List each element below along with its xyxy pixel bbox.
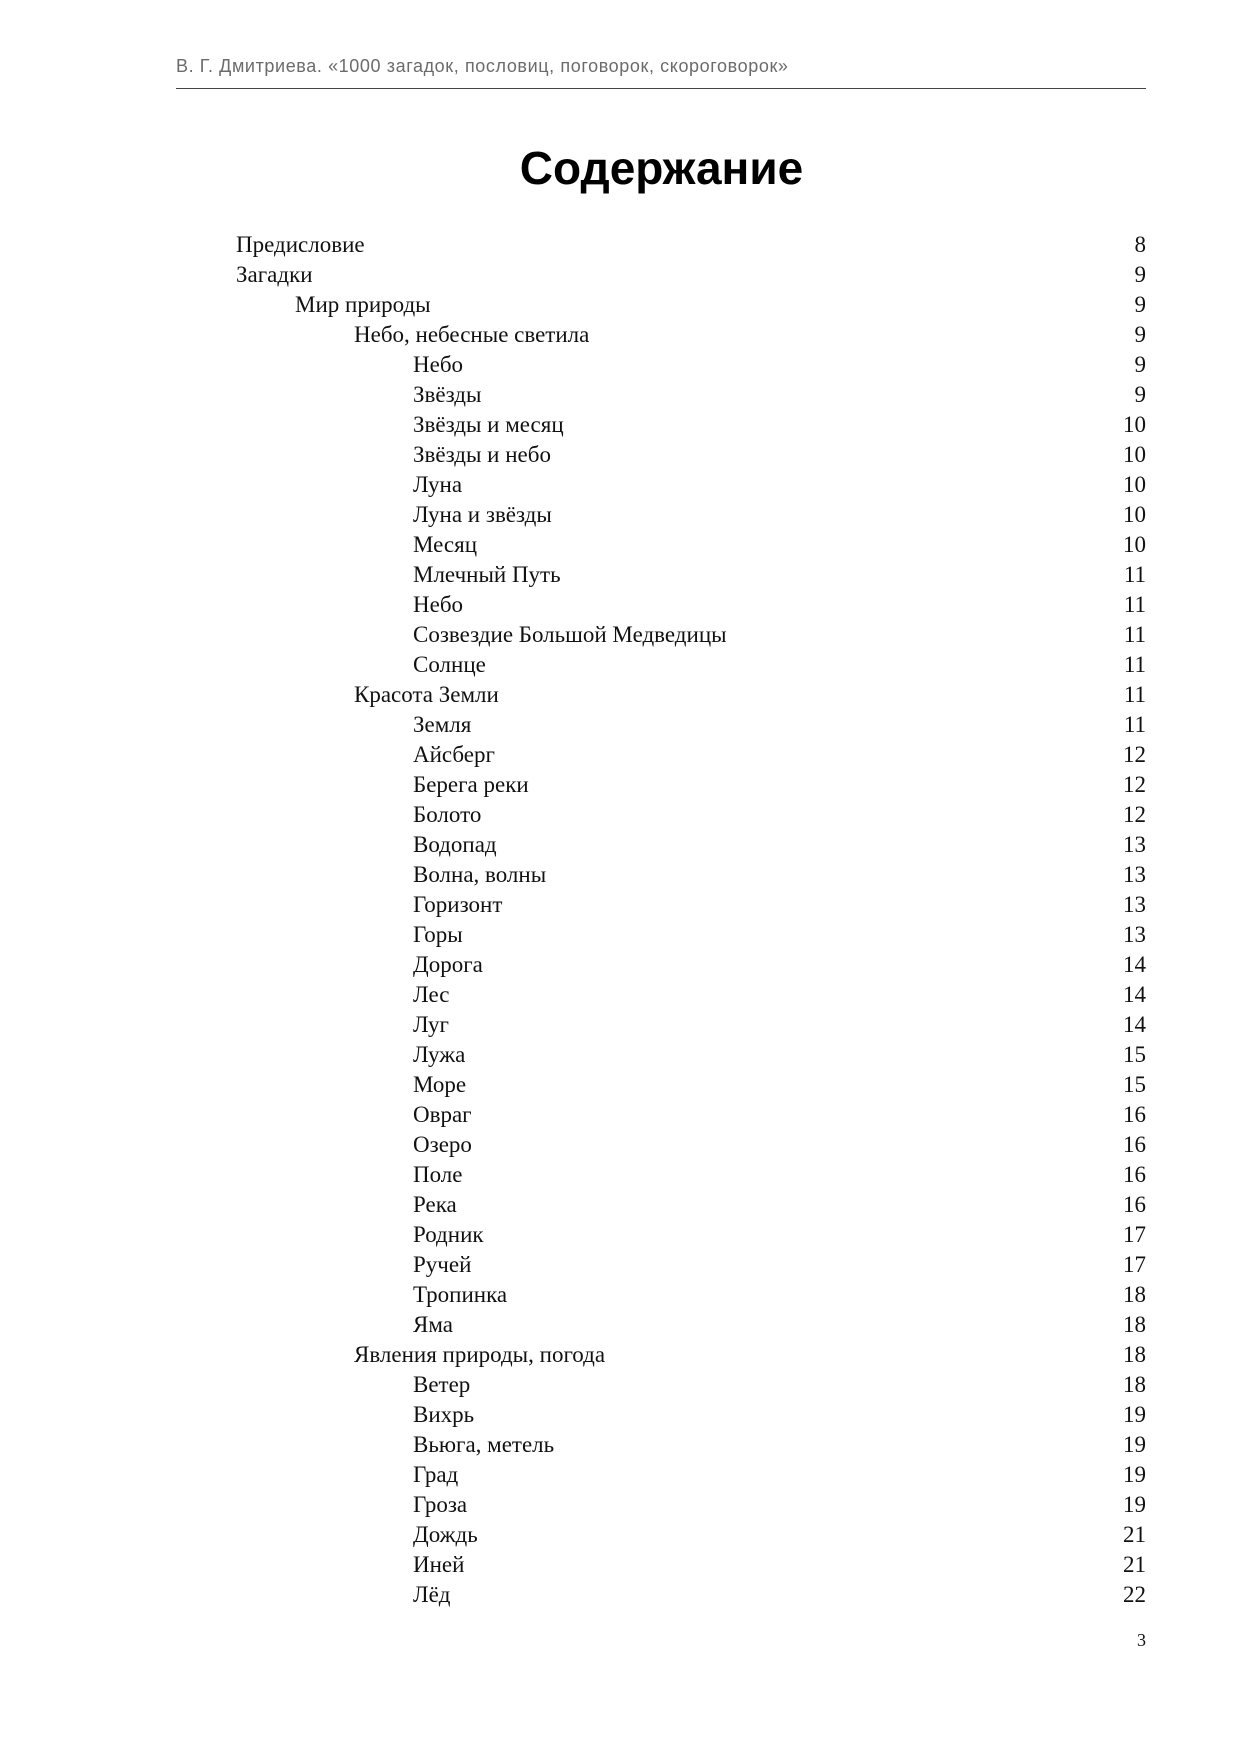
toc-entry[interactable] <box>236 1280 1146 1310</box>
toc-entry-page: 15 <box>1123 1042 1146 1067</box>
toc-entry[interactable] <box>236 230 1146 260</box>
toc-entry[interactable] <box>236 1550 1146 1580</box>
toc-entry-title: Луна и звёзды <box>413 502 552 527</box>
toc-entry-page: 13 <box>1123 892 1146 917</box>
toc-entry[interactable] <box>236 740 1146 770</box>
page-title: Содержание <box>519 142 804 194</box>
toc-entry[interactable] <box>236 980 1146 1010</box>
toc-entry-page: 9 <box>1134 292 1146 317</box>
toc-entry-page: 14 <box>1123 982 1146 1007</box>
toc-entry-title: Река <box>413 1192 457 1217</box>
toc-entry[interactable] <box>236 470 1146 500</box>
toc-entry-page: 21 <box>1123 1552 1146 1577</box>
toc-entry-title: Ветер <box>413 1372 471 1397</box>
toc-entry-title: Небо <box>413 592 464 617</box>
toc-entry[interactable] <box>236 800 1146 830</box>
toc-entry-title: Загадки <box>236 262 313 287</box>
toc-entry[interactable] <box>236 350 1146 380</box>
toc-entry-title: Волна, волны <box>413 862 547 887</box>
toc-entry[interactable] <box>236 680 1146 710</box>
toc-entry-page: 16 <box>1123 1132 1146 1157</box>
toc-entry-page: 18 <box>1123 1342 1146 1367</box>
toc-entry-page: 13 <box>1123 862 1146 887</box>
toc-entry[interactable] <box>236 260 1146 290</box>
toc-entry-title: Яма <box>413 1312 453 1337</box>
toc-entry-title: Вьюга, метель <box>413 1432 555 1457</box>
toc-entry-page: 10 <box>1123 502 1146 527</box>
toc-entry-title: Луна <box>413 472 463 497</box>
toc-entry-page: 16 <box>1123 1162 1146 1187</box>
toc-entry[interactable] <box>236 860 1146 890</box>
toc-entry[interactable] <box>236 1340 1146 1370</box>
toc-entry[interactable] <box>236 1070 1146 1100</box>
toc-entry[interactable] <box>236 590 1146 620</box>
toc-entry-page: 8 <box>1134 232 1146 257</box>
toc-entry-title: Звёзды и небо <box>413 442 551 467</box>
toc-entry-page: 10 <box>1123 532 1146 557</box>
toc-entry-page: 9 <box>1134 322 1146 347</box>
toc-entry-title: Небо, небесные светила <box>354 322 590 347</box>
toc-entry-title: Поле <box>413 1162 463 1187</box>
toc-entry-page: 9 <box>1134 352 1146 377</box>
toc-entry[interactable] <box>236 1190 1146 1220</box>
toc-entry-title: Лужа <box>413 1042 466 1067</box>
toc-entry-page: 10 <box>1123 442 1146 467</box>
toc-entry-page: 21 <box>1123 1522 1146 1547</box>
toc-entry-page: 13 <box>1123 922 1146 947</box>
toc-entry-page: 18 <box>1123 1372 1146 1397</box>
toc-entry-title: Озеро <box>413 1132 472 1157</box>
running-header: В. Г. Дмитриева. «1000 загадок, пословиц, поговорок, скороговорок» <box>176 56 789 76</box>
toc-entry[interactable] <box>236 1250 1146 1280</box>
toc-entry-page: 11 <box>1123 652 1146 677</box>
toc-entry-page: 16 <box>1123 1102 1146 1127</box>
toc-entry[interactable] <box>236 1100 1146 1130</box>
toc-entry[interactable] <box>236 1430 1146 1460</box>
toc-entry-page: 12 <box>1123 742 1146 767</box>
toc-entry-title: Мир природы <box>295 292 431 317</box>
toc-entry[interactable] <box>236 950 1146 980</box>
toc-entry[interactable] <box>236 1310 1146 1340</box>
toc-entry-title: Горизонт <box>413 892 503 917</box>
toc-entry-page: 14 <box>1123 1012 1146 1037</box>
toc-entry[interactable] <box>236 620 1146 650</box>
toc-entry[interactable] <box>236 1460 1146 1490</box>
toc-entry-title: Ручей <box>413 1252 472 1277</box>
toc-entry[interactable] <box>236 710 1146 740</box>
toc-entry-title: Град <box>413 1462 459 1487</box>
toc-entry-title: Иней <box>413 1552 465 1577</box>
toc-entry-title: Водопад <box>413 832 497 857</box>
page-number: 3 <box>1137 1630 1146 1650</box>
toc-entry[interactable] <box>236 290 1146 320</box>
toc-entry-title: Земля <box>413 712 472 737</box>
toc-entry-title: Луг <box>413 1012 449 1037</box>
toc-entry-page: 11 <box>1123 622 1146 647</box>
toc-entry-page: 11 <box>1123 592 1146 617</box>
toc-entry[interactable] <box>236 1160 1146 1190</box>
toc-entry-page: 11 <box>1123 562 1146 587</box>
toc-entry-title: Вихрь <box>413 1402 475 1427</box>
toc-entry-title: Горы <box>413 922 463 947</box>
toc-entry-title: Лес <box>413 982 450 1007</box>
toc-entry[interactable] <box>236 1010 1146 1040</box>
toc-entry-title: Предисловие <box>236 232 365 257</box>
toc-entry-page: 18 <box>1123 1282 1146 1307</box>
toc-entry[interactable] <box>236 1580 1146 1610</box>
toc-entry[interactable] <box>236 320 1146 350</box>
toc-entry-title: Звёзды и месяц <box>413 412 564 437</box>
toc-entry-title: Овраг <box>413 1102 472 1127</box>
toc-entry-page: 19 <box>1123 1462 1146 1487</box>
toc-entry-page: 19 <box>1123 1402 1146 1427</box>
toc-entry-title: Красота Земли <box>354 682 499 707</box>
toc-entry-title: Родник <box>413 1222 484 1247</box>
toc-entry[interactable] <box>236 1220 1146 1250</box>
table-of-contents <box>236 230 1146 1610</box>
toc-entry-title: Лёд <box>413 1582 451 1607</box>
toc-entry[interactable] <box>236 1400 1146 1430</box>
toc-entry-title: Гроза <box>413 1492 468 1517</box>
toc-entry-title: Тропинка <box>413 1282 508 1307</box>
toc-entry-title: Млечный Путь <box>413 562 561 587</box>
toc-entry-page: 13 <box>1123 832 1146 857</box>
header-divider <box>176 88 1146 89</box>
toc-entry-title: Море <box>413 1072 467 1097</box>
toc-entry[interactable] <box>236 530 1146 560</box>
toc-entry-page: 9 <box>1134 382 1146 407</box>
toc-entry[interactable] <box>236 830 1146 860</box>
toc-entry-page: 18 <box>1123 1312 1146 1337</box>
toc-entry[interactable] <box>236 920 1146 950</box>
toc-entry[interactable] <box>236 1520 1146 1550</box>
toc-entry[interactable] <box>236 440 1146 470</box>
toc-entry-title: Солнце <box>413 652 486 677</box>
toc-entry-page: 9 <box>1134 262 1146 287</box>
toc-entry[interactable] <box>236 1040 1146 1070</box>
toc-entry-page: 19 <box>1123 1492 1146 1517</box>
toc-entry-page: 15 <box>1123 1072 1146 1097</box>
toc-entry-title: Месяц <box>413 532 478 557</box>
toc-entry-page: 10 <box>1123 412 1146 437</box>
toc-entry[interactable] <box>236 410 1146 440</box>
toc-entry-page: 11 <box>1123 712 1146 737</box>
toc-entry-title: Болото <box>413 802 482 827</box>
toc-entry-page: 11 <box>1123 682 1146 707</box>
toc-entry-page: 10 <box>1123 472 1146 497</box>
toc-entry-page: 17 <box>1123 1222 1146 1247</box>
toc-entry-title: Дождь <box>413 1522 478 1547</box>
toc-entry-page: 14 <box>1123 952 1146 977</box>
toc-entry[interactable] <box>236 1130 1146 1160</box>
toc-entry[interactable] <box>236 650 1146 680</box>
toc-entry-page: 19 <box>1123 1432 1146 1457</box>
toc-entry[interactable] <box>236 560 1146 590</box>
toc-entry-title: Айсберг <box>413 742 495 767</box>
toc-entry[interactable] <box>236 500 1146 530</box>
toc-entry[interactable] <box>236 1370 1146 1400</box>
toc-entry-page: 17 <box>1123 1252 1146 1277</box>
toc-entry-page: 12 <box>1123 772 1146 797</box>
toc-entry-title: Берега реки <box>413 772 529 797</box>
toc-entry-page: 22 <box>1123 1582 1146 1607</box>
toc-entry[interactable] <box>236 1490 1146 1520</box>
toc-entry-title: Звёзды <box>413 382 482 407</box>
toc-entry-title: Небо <box>413 352 464 377</box>
toc-entry-title: Созвездие Большой Медведицы <box>413 622 727 647</box>
toc-entry-page: 12 <box>1123 802 1146 827</box>
toc-entry-title: Явления природы, погода <box>354 1342 606 1367</box>
toc-entry-page: 16 <box>1123 1192 1146 1217</box>
toc-entry-title: Дорога <box>413 952 483 977</box>
toc-entry[interactable] <box>236 380 1146 410</box>
toc-entry[interactable] <box>236 770 1146 800</box>
toc-entry[interactable] <box>236 890 1146 920</box>
